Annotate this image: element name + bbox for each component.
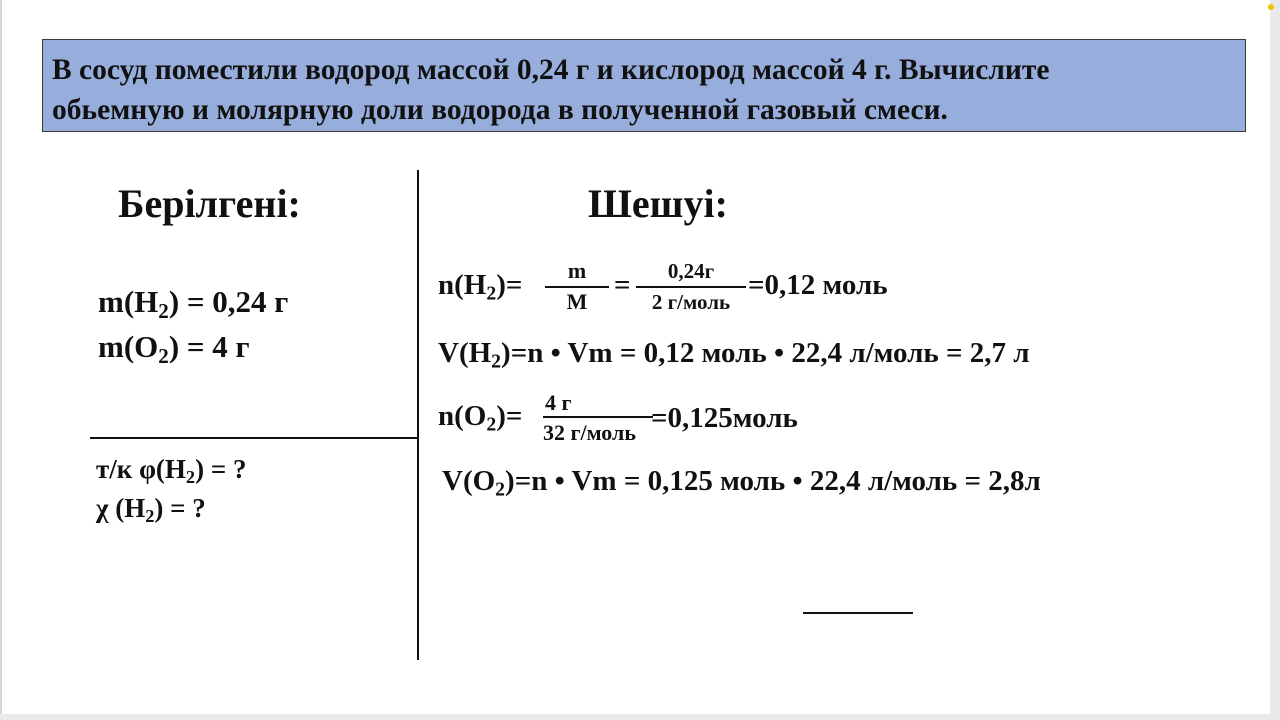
fraction-m-numerator: m: [567, 258, 587, 283]
n-h2-mid-eq: =: [614, 269, 631, 301]
given-mass-o2: [98, 329, 250, 368]
find-volume-fraction: [96, 453, 247, 488]
find-molar-fraction: [96, 492, 206, 527]
given-mass-h2-symbol: m(H: [98, 284, 159, 319]
v-h2-sub: 2: [491, 350, 502, 373]
given-find-divider: [90, 437, 418, 439]
fraction-bar: [543, 416, 653, 418]
given-mass-o2-symbol: m(O: [98, 329, 159, 364]
frame-bottom-edge: [0, 714, 1280, 720]
fraction-bar: [636, 286, 746, 288]
given-heading: Берілгені:: [118, 181, 301, 226]
n-o2-symbol: n(O: [438, 400, 487, 432]
fraction-m-over-M: [545, 258, 609, 318]
problem-line-1: В сосуд поместили водород массой 0,24 г и кислород массой 4 г. Вычислите: [52, 54, 1050, 86]
fraction-o2-values: [543, 390, 653, 450]
n-h2-result: =0,12 моль: [748, 269, 888, 301]
v-o2-line: [442, 464, 1041, 501]
find-volume-fraction-sub: 2: [185, 467, 196, 488]
find-volume-fraction-prefix: т/к φ(H: [96, 454, 186, 484]
frame-left-edge: [0, 0, 2, 720]
v-o2-rest: )=n • Vm = 0,125 моль • 22,4 л/моль = 2,8л: [505, 465, 1041, 497]
n-h2-sub: 2: [486, 282, 497, 305]
given-mass-o2-sub: 2: [158, 343, 169, 368]
v-o2-sub: 2: [495, 478, 506, 501]
find-volume-fraction-rest: ) = ?: [195, 454, 247, 484]
v-h2-symbol: V(H: [438, 337, 492, 369]
fraction-h2-denominator: 2 г/моль: [651, 290, 731, 314]
corner-dot-icon: [1268, 4, 1274, 10]
solution-heading: Шешуі:: [588, 181, 728, 226]
fraction-h2-numerator: 0,24г: [667, 259, 715, 283]
frame-right-edge: [1270, 0, 1280, 720]
n-o2-label: [438, 399, 523, 436]
find-molar-fraction-prefix: χ (H: [96, 493, 146, 523]
problem-line-2: обьемную и молярную доли водорода в полученной газовый смеси.: [52, 94, 948, 126]
fraction-h2-values: [636, 258, 746, 318]
table-vertical-divider: [417, 170, 419, 660]
n-h2-eq: )=: [496, 269, 523, 301]
n-h2-label: [438, 268, 523, 305]
given-mass-o2-value: ) = 4 г: [168, 329, 250, 364]
v-h2-line: [438, 336, 1030, 373]
fraction-o2-denominator: 32 г/моль: [543, 420, 636, 445]
underline-mark: [803, 612, 913, 614]
given-mass-h2: [98, 284, 289, 323]
v-h2-rest: )=n • Vm = 0,12 моль • 22,4 л/моль = 2,7 л: [501, 337, 1030, 369]
v-o2-symbol: V(O: [442, 465, 496, 497]
given-mass-h2-sub: 2: [158, 298, 169, 323]
n-o2-result: =0,125моль: [651, 402, 798, 434]
fraction-o2-numerator: 4 г: [545, 390, 572, 415]
find-molar-fraction-sub: 2: [145, 506, 155, 527]
given-mass-h2-value: ) = 0,24 г: [168, 284, 289, 319]
problem-statement: [42, 39, 1246, 132]
n-h2-symbol: n(H: [438, 269, 487, 301]
n-o2-sub: 2: [486, 413, 497, 436]
fraction-bar: [545, 286, 609, 288]
fraction-m-denominator: M: [566, 289, 588, 314]
find-molar-fraction-rest: ) = ?: [154, 493, 206, 523]
n-o2-eq: )=: [496, 400, 523, 432]
